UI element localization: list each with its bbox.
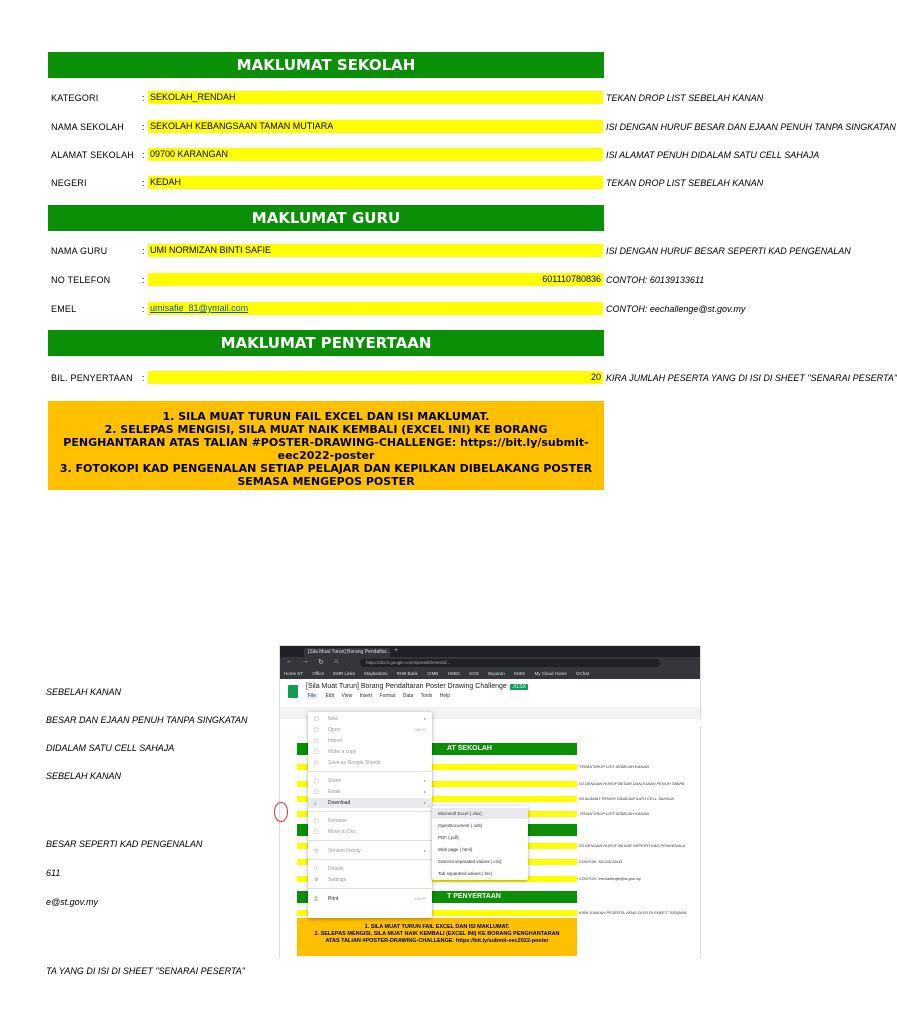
note-alamat-sekolah: ISI ALAMAT PENUH DIDALAM SATU CELL SAHAJA xyxy=(606,150,820,160)
download-pdf[interactable]: PDF (.pdf) xyxy=(438,835,459,840)
note-kategori: TEKAN DROP LIST SEBELAH KANAN xyxy=(606,93,764,103)
copy-icon: ▢ xyxy=(314,749,319,755)
grid-instruction: 1. SILA MUAT TURUN FAIL EXCEL DAN ISI MAKLUMAT. xyxy=(364,924,510,930)
negeri-dropdown[interactable]: KEDAH xyxy=(148,176,603,189)
bookmark[interactable]: EMIS xyxy=(514,671,526,676)
download-tsv[interactable]: Tab separated values (.tsv) xyxy=(438,871,493,876)
note-bil-penyertaan: KIRA JUMLAH PESERTA YANG DI ISI DI SHEET "SENARAI PESERTA" xyxy=(606,373,897,383)
grid-header-sekolah: AT SEKOLAH xyxy=(297,743,577,755)
no-telefon-field[interactable]: 601110780836 xyxy=(148,273,603,286)
colon: : xyxy=(142,304,145,314)
menu-item-save-as-sheets[interactable]: ▢ Save as Google Sheets xyxy=(314,760,381,766)
instruction-3: 3. FOTOKOPI KAD PENGENALAN SETIAP PELAJAR DAN KEPILKAN DIBELAKANG POSTER SEMASA MENGEPOS POSTER xyxy=(59,462,593,488)
open-icon: ▢ xyxy=(314,727,319,733)
sheets-header xyxy=(280,679,700,707)
note-negeri: TEKAN DROP LIST SEBELAH KANAN xyxy=(606,178,764,188)
menu-format[interactable]: Format xyxy=(379,693,396,699)
section-header-sekolah: MAKLUMAT SEKOLAH xyxy=(48,52,604,78)
download-xlsx[interactable]: Microsoft Excel (.xlsx) xyxy=(432,808,528,819)
emel-field[interactable] xyxy=(148,302,603,315)
menu-separator xyxy=(308,771,432,772)
bookmark[interactable]: KOS xyxy=(469,671,479,676)
url-field[interactable]: https://docs.google.com/spreadsheets/d/... xyxy=(360,659,660,667)
menu-item-make-copy[interactable]: ▢ Make a copy xyxy=(314,749,357,755)
email-icon: ▢ xyxy=(314,789,319,795)
section-header-penyertaan: MAKLUMAT PENYERTAAN xyxy=(48,330,604,356)
grid-note: CONTOH: 60139133611 xyxy=(579,859,623,864)
bookmark[interactable]: Maybank2u xyxy=(364,671,388,676)
menu-item-email[interactable]: ▢ Email ▸ xyxy=(314,789,426,795)
instructions-box xyxy=(48,401,604,490)
download-ods[interactable]: OpenDocument (.ods) xyxy=(438,823,483,828)
bookmark[interactable]: GChat xyxy=(575,671,589,676)
label-emel: EMEL xyxy=(51,304,77,314)
print-icon: ⎙ xyxy=(314,896,319,902)
label-bil-penyertaan: BIL. PENYERTAAN xyxy=(51,373,133,383)
menu-separator xyxy=(308,840,432,841)
grid-note: ISI DENGAN HURUF BESAR SEPERTI KAD PENGENALA xyxy=(579,843,685,848)
xlsx-badge: .XLSX xyxy=(511,684,526,690)
menu-item-import[interactable]: ▢ Import xyxy=(314,738,343,744)
bookmark[interactable]: Home ST xyxy=(284,671,304,676)
back-icon[interactable]: ← xyxy=(286,658,293,665)
label-alamat-sekolah: ALAMAT SEKOLAH xyxy=(51,150,134,160)
label-nama-guru: NAMA GURU xyxy=(51,246,108,256)
overflow-note: e@st.gov.my xyxy=(46,897,98,907)
colon: : xyxy=(142,150,145,160)
history-icon: ◷ xyxy=(314,848,319,854)
download-csv[interactable]: Comma separated values (.csv) xyxy=(438,859,502,864)
menu-separator xyxy=(308,859,432,860)
bookmark[interactable]: CIMB xyxy=(427,671,439,676)
menu-separator xyxy=(308,811,432,812)
import-icon: ▢ xyxy=(314,738,319,744)
annotation-circle xyxy=(274,802,288,822)
colon: : xyxy=(142,246,145,256)
menu-view[interactable]: View xyxy=(341,693,353,699)
menu-item-version-history[interactable]: ◷ Version history ▸ xyxy=(314,848,426,854)
grid-note: KIRA JUMLAH PESERTA YANG DI ISI DI SHEET "SENARA xyxy=(579,910,687,915)
details-icon: ⓘ xyxy=(314,866,320,872)
file-menu xyxy=(308,712,432,918)
overflow-note: 611 xyxy=(46,868,61,878)
doc-title-text: [Sila Muat Turun] Borang Pendaftaran Poster Drawing Challenge xyxy=(306,683,507,690)
instruction-2: 2. SELEPAS MENGISI, SILA MUAT NAIK KEMBALI (EXCEL INI) KE BORANG PENGHANTARAN ATAS TALIAN #POSTER-DRAWING-CHALLENGE: https://bit.ly/submit-eec2022-poster xyxy=(63,423,589,462)
download-submenu xyxy=(432,806,528,880)
bookmark[interactable]: RHB Bank xyxy=(396,671,418,676)
new-tab-icon[interactable]: + xyxy=(394,647,399,654)
address-bar xyxy=(280,657,700,669)
menu-file[interactable]: File xyxy=(308,693,317,699)
menu-insert[interactable]: Insert xyxy=(359,693,373,699)
colon: : xyxy=(142,122,145,132)
label-no-telefon: NO TELEFON xyxy=(51,275,111,285)
menu-separator xyxy=(308,888,432,889)
section-header-guru: MAKLUMAT GURU xyxy=(48,205,604,231)
colon: : xyxy=(142,275,145,285)
download-html[interactable]: Web page (.html) xyxy=(438,847,473,852)
colon: : xyxy=(142,93,145,103)
menu-data[interactable]: Data xyxy=(402,693,414,699)
sheets-icon[interactable] xyxy=(288,685,298,698)
note-no-telefon: CONTOH: 60139133611 xyxy=(606,275,705,285)
note-nama-guru: ISI DENGAN HURUF BESAR SEPERTI KAD PENGENALAN xyxy=(606,246,851,256)
menu-item-share[interactable]: ▢ Share ▸ xyxy=(314,778,426,784)
grid-note: ISI ALAMAT PENUH DIDALAM SATU CELL SAHAJA xyxy=(579,796,674,801)
settings-icon: ⚙ xyxy=(314,877,319,883)
grid-note: CONTOH: eechallenge@st.gov.my xyxy=(579,876,641,881)
menu-tools[interactable]: Tools xyxy=(420,693,433,699)
note-nama-sekolah: ISI DENGAN HURUF BESAR DAN EJAAN PENUH TANPA SINGKATAN xyxy=(606,122,896,132)
grid-header-penyertaan: T PENYERTAAN xyxy=(297,891,577,903)
share-icon: ▢ xyxy=(314,778,319,784)
menu-item-open[interactable]: ▢ Open Ctrl+O xyxy=(314,727,426,733)
grid-instruction: ATAS TALIAN #POSTER-DRAWING-CHALLENGE: https://bit.ly/submit-eec2022-poster xyxy=(325,938,549,944)
note-emel: CONTOH: eechallenge@st.gov.my xyxy=(606,304,746,314)
menu-item-new[interactable]: ▢ New ▸ xyxy=(314,716,426,722)
bookmark[interactable]: Office xyxy=(312,671,324,676)
colon: : xyxy=(142,178,145,188)
browser-tab[interactable]: [Sila Muat Turun] Borang Pendaftar... xyxy=(304,648,390,657)
embedded-screenshot xyxy=(279,645,701,958)
overflow-note: SEBELAH KANAN xyxy=(46,771,122,781)
menu-bar xyxy=(306,693,456,699)
home-icon[interactable]: ⌂ xyxy=(334,658,339,665)
overflow-note: DIDALAM SATU CELL SAHAJA xyxy=(46,743,175,753)
grid-note: TEKAN DROP LIST SEBELAH KANAN xyxy=(579,811,649,816)
nama-guru-field[interactable]: UMI NORMIZAN BINTI SAFIE xyxy=(148,244,603,257)
overflow-note: BESAR DAN EJAAN PENUH TANPA SINGKATAN xyxy=(46,715,248,725)
label-negeri: NEGERI xyxy=(51,178,87,188)
menu-item-settings[interactable]: ⚙ Settings xyxy=(314,877,347,883)
browser-tab-bar xyxy=(280,646,700,657)
overflow-note: SEBELAH KANAN xyxy=(46,687,122,697)
overflow-note: BESAR SEPERTI KAD PENGENALAN xyxy=(46,839,203,849)
kategori-dropdown[interactable]: SEKOLAH_RENDAH xyxy=(148,91,603,104)
download-icon: ⤓ xyxy=(314,800,317,806)
grid-instructions xyxy=(297,918,577,956)
reload-icon[interactable]: ↻ xyxy=(318,659,324,666)
alamat-sekolah-field[interactable]: 09700 KARANGAN xyxy=(148,148,603,161)
grid-note: TEKAN DROP LIST SEBELAH KANAN xyxy=(579,764,649,769)
bookmark[interactable]: EMR Links xyxy=(333,671,355,676)
save-icon: ▢ xyxy=(314,760,319,766)
menu-help[interactable]: Help xyxy=(439,693,450,699)
emel-link[interactable]: umisafie_81@ymail.com xyxy=(150,303,249,313)
bookmark[interactable]: HSBC xyxy=(447,671,461,676)
menu-item-rename[interactable]: ▢ Rename xyxy=(314,818,347,824)
grid-note: ISI DENGAN HURUF BESAR DAN EJAAN PENUH TANPA xyxy=(579,781,685,786)
label-nama-sekolah: NAMA SEKOLAH xyxy=(51,122,124,132)
menu-edit[interactable]: Edit xyxy=(325,693,335,699)
bookmark[interactable]: Bayaran xyxy=(488,671,505,676)
forward-icon[interactable]: → xyxy=(302,658,309,665)
bookmarks-bar xyxy=(280,669,700,679)
colon: : xyxy=(142,373,145,383)
document-title[interactable] xyxy=(306,683,528,690)
bil-penyertaan-field[interactable]: 20 xyxy=(148,371,603,384)
label-kategori: KATEGORI xyxy=(51,93,99,103)
menu-item-download[interactable]: ⤓ Download ▸ xyxy=(308,798,432,808)
grid-instruction: 2. SELEPAS MENGISI, SILA MUAT NAIK KEMBALI (EXCEL INI) KE BORANG PENGHANTARAN xyxy=(314,931,560,937)
bookmark[interactable]: My Cloud Home xyxy=(534,671,567,676)
move-icon: ▢ xyxy=(314,829,319,835)
overflow-note: TA YANG DI ISI DI SHEET "SENARAI PESERTA" xyxy=(46,966,245,976)
menu-item-print[interactable]: ⎙ Print Ctrl+P xyxy=(314,896,426,902)
rename-icon: ▢ xyxy=(314,818,319,824)
nama-sekolah-field[interactable]: SEKOLAH KEBANGSAAN TAMAN MUTIARA xyxy=(148,120,603,133)
menu-item-details[interactable]: ⓘ Details xyxy=(314,866,344,872)
new-icon: ▢ xyxy=(314,716,319,722)
instruction-1: 1. SILA MUAT TURUN FAIL EXCEL DAN ISI MAKLUMAT. xyxy=(162,410,490,423)
menu-item-move[interactable]: ▢ Move to Doc xyxy=(314,829,357,835)
